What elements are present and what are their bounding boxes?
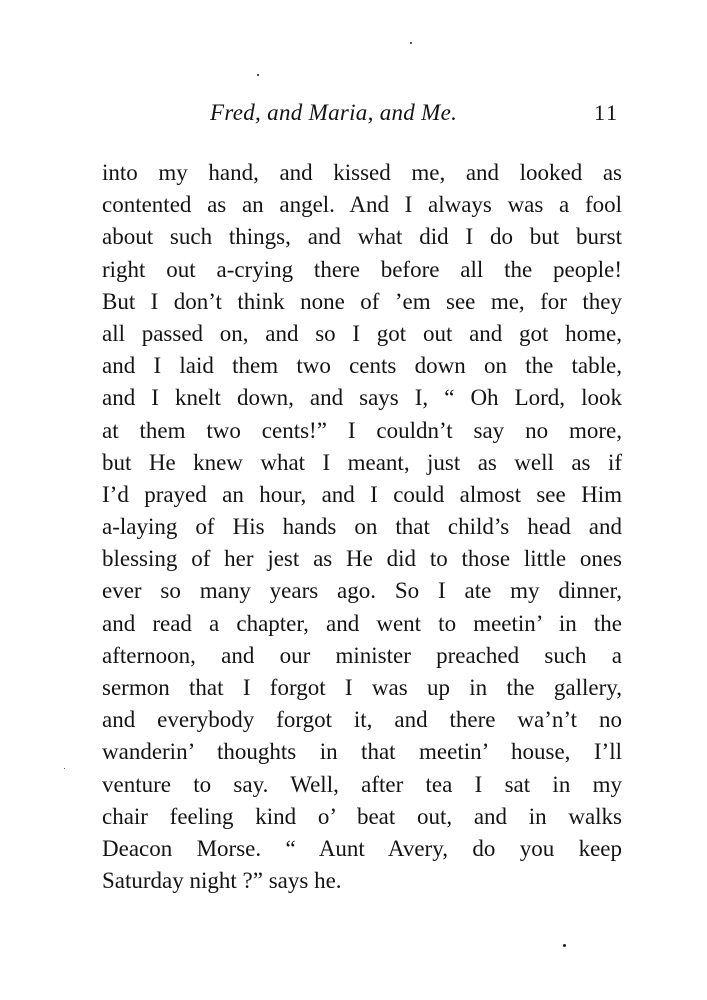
scan-speck <box>563 944 566 947</box>
text-line: wanderin’ thoughts in that meetin’ house, I’ll <box>102 739 622 765</box>
text-line: Deacon Morse. “ Aunt Avery, do you keep <box>102 835 622 861</box>
text-line: and everybody forgot it, and there wa’n’t no <box>102 707 622 733</box>
text-line: sermon that I forgot I was up in the gallery, <box>102 675 622 700</box>
text-line: right out a-crying there before all the people! <box>102 256 622 282</box>
text-line: a-laying of His hands on that child’s head and <box>102 514 622 540</box>
text-line: Saturday night ?” says he. <box>102 868 342 894</box>
scan-speck <box>257 74 259 76</box>
text-line: blessing of her jest as He did to those little ones <box>102 546 622 572</box>
body-text <box>102 157 622 897</box>
scan-speck <box>64 768 65 769</box>
running-head <box>0 100 707 134</box>
text-line: and I knelt down, and says I, “ Oh Lord, look <box>102 385 622 411</box>
text-line: at them two cents!” I couldn’t say no more, <box>102 417 622 443</box>
text-line: but He knew what I meant, just as well as if <box>102 449 622 475</box>
text-line: chair feeling kind o’ beat out, and in walks <box>102 803 622 829</box>
text-line: contented as an angel. And I always was a fool <box>102 192 622 218</box>
text-line: But I don’t think none of ’em see me, for they <box>102 288 622 314</box>
text-line: all passed on, and so I got out and got home, <box>102 320 622 346</box>
text-line: venture to say. Well, after tea I sat in my <box>102 771 622 797</box>
text-line: I’d prayed an hour, and I could almost see Him <box>102 481 622 507</box>
text-line: afternoon, and our minister preached such a <box>102 642 622 668</box>
text-line: about such things, and what did I do but burst <box>102 224 622 250</box>
text-line: and read a chapter, and went to meetin’ in the <box>102 610 622 636</box>
text-line: ever so many years ago. So I ate my dinner, <box>102 578 622 604</box>
text-line: and I laid them two cents down on the table, <box>102 353 622 379</box>
text-line: into my hand, and kissed me, and looked as <box>102 160 622 185</box>
running-title: Fred, and Maria, and Me. <box>210 100 458 125</box>
page-number: 11 <box>594 100 620 125</box>
scan-speck <box>410 42 412 44</box>
